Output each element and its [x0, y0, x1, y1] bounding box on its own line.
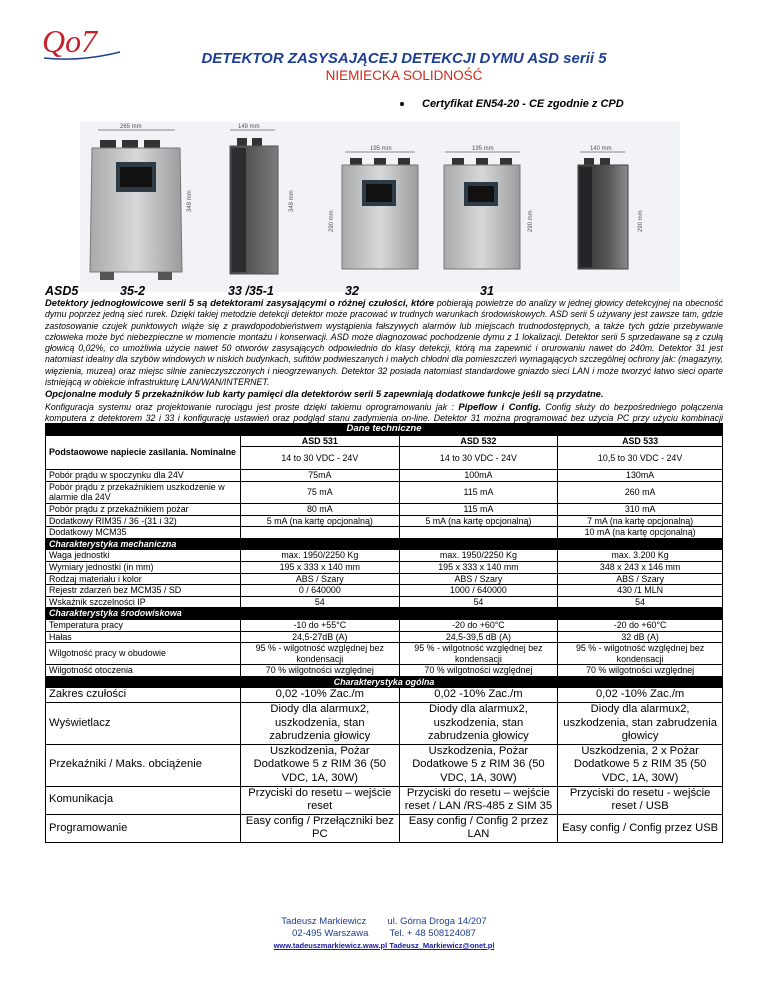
dim-290c: 290 mm	[638, 210, 644, 232]
section-environmental: Charakterystyka środowiskowa	[46, 608, 723, 620]
table-row	[46, 481, 723, 503]
table-cell: Diody dla alarmux2, uszkodzenia, stan zabrudzenia głowicy	[399, 703, 558, 745]
table-row-label: Pobór prądu w spoczynku dla 24V	[46, 470, 241, 482]
table-cell: 0,02 -10% Zac./m	[558, 688, 723, 703]
section-general: Charakterystyka ogólna	[46, 676, 723, 688]
col-header-531: ASD 531	[241, 435, 400, 447]
footer-phone: Tel. + 48 508124087	[389, 928, 476, 939]
table-cell: Diody dla alarmux2, uszkodzenia, stan zabrudzenia głowicy	[241, 703, 400, 745]
table-cell: Uszkodzenia, 2 x Pożar Dodatkowe 5 z RIM 35 (50 VDC, 1A, 30W)	[558, 744, 723, 786]
table-row	[46, 561, 723, 573]
table-cell: -20 do +60°C	[558, 619, 723, 631]
table-cell	[399, 527, 558, 539]
table-cell: 0,02 -10% Zac./m	[399, 688, 558, 703]
caption-32: 32	[345, 284, 359, 298]
table-row-label: Zakres czułości	[46, 688, 241, 703]
table-cell: Przyciski do resetu – wejście reset	[241, 786, 400, 814]
page-title: DETEKTOR ZASYSAJĄCEJ DETEKCJI DYMU ASD serii 5	[201, 50, 607, 67]
table-cell: 0,02 -10% Zac./m	[241, 688, 400, 703]
table-row-label: Temperatura pracy	[46, 619, 241, 631]
table-cell: 75 mA	[241, 481, 400, 503]
table-row-label: Pobór prądu z przekaźnikiem pożar	[46, 503, 241, 515]
dim-290a: 290 mm	[329, 210, 335, 232]
certificate-note	[400, 98, 624, 110]
dim-265: 265 mm	[120, 124, 142, 130]
table-cell: 260 mA	[558, 481, 723, 503]
table-cell: Przyciski do resetu - wejście reset / USB	[558, 786, 723, 814]
table-row	[46, 470, 723, 482]
footer-web-link[interactable]: www.tadeuszmarkiewicz.waw.pl	[273, 941, 388, 950]
table-cell: 80 mA	[241, 503, 400, 515]
table-cell: ABS / Szary	[558, 573, 723, 585]
table-row-label: Wymiary jednostki (in mm)	[46, 561, 241, 573]
table-cell: 24,5-27dB (A)	[241, 631, 400, 643]
col-header-533: ASD 533	[558, 435, 723, 447]
table-cell: 32 dB (A)	[558, 631, 723, 643]
table-row	[46, 503, 723, 515]
table-cell: 130mA	[558, 470, 723, 482]
spec-table	[45, 423, 723, 843]
table-row	[46, 688, 723, 703]
page-subtitle: NIEMIECKA SOLIDNOŚĆ	[325, 68, 483, 83]
table-cell: Easy config / Config przez USB	[558, 814, 723, 842]
footer-name: Tadeusz Markiewicz	[281, 916, 367, 927]
table-cell: -20 do +60°C	[399, 619, 558, 631]
table-row	[46, 550, 723, 562]
dim-348b: 348 mm	[289, 190, 295, 212]
table-cell: 70 % wilgotności względnej	[399, 665, 558, 677]
table-row-label: Rodzaj materiału i kolor	[46, 573, 241, 585]
table-cell: 10 mA (na kartę opcjonalną)	[558, 527, 723, 539]
dim-348a: 348 mm	[187, 190, 193, 212]
table-cell: 0 / 640000	[241, 585, 400, 597]
section-row	[46, 538, 723, 550]
table-row	[46, 744, 723, 786]
table-cell: 115 mA	[399, 481, 558, 503]
table-cell: 95 % - wilgotność względnej bez kondensacji	[241, 643, 400, 665]
table-cell: max. 3.200 Kg	[558, 550, 723, 562]
certificate-text: Certyfikat EN54-20 - CE zgodnie z CPD	[422, 98, 624, 110]
table-title-row	[46, 424, 723, 436]
table-row-label: Dodatkowy MCM35	[46, 527, 241, 539]
section-mechanical: Charakterystyka mechaniczna	[46, 538, 723, 550]
product-photo	[80, 122, 680, 292]
table-header-row	[46, 435, 723, 447]
section-row	[46, 608, 723, 620]
table-row	[46, 515, 723, 527]
table-cell: Przyciski do resetu – wejście reset / LAN /RS-485 z SIM 35	[399, 786, 558, 814]
table-cell: 14 to 30 VDC - 24V	[241, 447, 400, 470]
table-cell: 310 mA	[558, 503, 723, 515]
intro-p1: pobierają powietrze do analizy w jednej głowicy detekcyjnej na obecność dymu poprzez jedną sieć rurek. Dzięki takiej metodzie detekcji detektor może pracować w trudnych warunkach środowiskowych. ASD serii 5 używany jest zawsze tam, gdzie zastosowanie czujek punktowych wiąże się z prawdopodobieństwem wystąpienia fałszywych alarmów lub miejscach trudnodostępnych, a także tych gdzie przebywanie człowieka może być niebezpieczne w momencie montażu i konserwacji. ASD może diagnozować pochodzenie dymu z 1 lokalizacji. Detektor serii 5 sprzedawane są z czułą głowicą 0,02%, co umożliwia użycie nawet 50 otworów zasysających odpowiednio do klasy detekcji, którą ma zapewnić i orurowaniu nawet do 240m. Detektor 31 jest natomiast idealny dla szybów windowych w niskich budynkach, sufitów podwieszanych i małych chłodni dla pomieszczeń wymagających szczególnej ochrony jak: (magazyny, więzienia, muzea) oraz miejsc silnie zanieczyszczonych i nieogrzewanych. Detektor 32 posiada natomiast standardowe gniazdo sieci LAN i może tworzyć łatwo sieci oparte istniejącą w obiekcie infrastrukturę LAN/WAN/INTERNET.	[45, 298, 723, 388]
dim-148: 148 mm	[238, 124, 260, 130]
table-row-label: Hałas	[46, 631, 241, 643]
dim-195b: 195 mm	[472, 146, 494, 152]
caption-31: 31	[480, 284, 494, 298]
table-row-label: Programowanie	[46, 814, 241, 842]
table-row	[46, 643, 723, 665]
table-row-label: Wskaźnik szczelności IP	[46, 596, 241, 608]
table-cell: 24,5-39,5 dB (A)	[399, 631, 558, 643]
section-row	[46, 676, 723, 688]
footer-city: 02-495 Warszawa	[292, 928, 369, 939]
table-row-label: Wyświetlacz	[46, 703, 241, 745]
intro-p2: Opcjonalne moduły 5 przekaźników lub karty pamięci dla detektorów serii 5 zapewniają dodatkowe funkcje jeśli są przydatne.	[45, 388, 604, 400]
table-cell: 1000 / 640000	[399, 585, 558, 597]
table-cell: Easy config / Config 2 przez LAN	[399, 814, 558, 842]
table-row	[46, 573, 723, 585]
dim-195a: 195 mm	[370, 146, 392, 152]
table-cell: 54	[241, 596, 400, 608]
table-cell: 70 % wilgotności względnej	[241, 665, 400, 677]
dim-140: 140 mm	[590, 146, 612, 152]
intro-p3c: Config służy do bezpośredniego połączenia komputera z detektorem 32 i 33 i konfigurację ustawień oraz podgląd stanu zadymienia on-line. Detektor 31 można programować bez użycia PC przy użyciu kombinacji	[45, 401, 723, 423]
caption-35-2: 35-2	[120, 284, 146, 298]
logo-text: Qo7	[42, 23, 98, 59]
table-row	[46, 665, 723, 677]
table-cell: 54	[558, 596, 723, 608]
table-row-label: Rejestr zdarzeń bez MCM35 / SD	[46, 585, 241, 597]
table-row-label: Komunikacja	[46, 786, 241, 814]
intro-paragraph-1	[45, 297, 723, 388]
bullet-icon	[400, 102, 404, 106]
table-cell: Easy config / Przełączniki bez PC	[241, 814, 400, 842]
table-cell: 195 x 333 x 140 mm	[399, 561, 558, 573]
table-row-label: Wilgotność otoczenia	[46, 665, 241, 677]
table-row-label: Waga jednostki	[46, 550, 241, 562]
table-row-label: Przekaźniki / Maks. obciążenie	[46, 744, 241, 786]
table-cell: 10,5 to 30 VDC - 24V	[558, 447, 723, 470]
table-cell: 348 x 243 x 146 mm	[558, 561, 723, 573]
table-row	[46, 814, 723, 842]
table-cell: Uszkodzenia, Pożar Dodatkowe 5 z RIM 36 (50 VDC, 1A, 30W)	[399, 744, 558, 786]
table-cell: ABS / Szary	[241, 573, 400, 585]
table-cell: 95 % - wilgotność względnej bez kondensacji	[399, 643, 558, 665]
table-cell: ABS / Szary	[399, 573, 558, 585]
footer-contact	[0, 916, 768, 952]
table-cell: 95 % - wilgotność względnej bez kondensacji	[558, 643, 723, 665]
intro-p3b: Pipeflow i Config.	[458, 400, 541, 412]
table-cell: 5 mA (na kartę opcjonalną)	[399, 515, 558, 527]
table-cell	[241, 527, 400, 539]
table-cell: 14 to 30 VDC - 24V	[399, 447, 558, 470]
table-cell: 54	[399, 596, 558, 608]
table-cell: 7 mA (na kartę opcjonalną)	[558, 515, 723, 527]
table-cell: Uszkodzenia, Pożar Dodatkowe 5 z RIM 36 (50 VDC, 1A, 30W)	[241, 744, 400, 786]
table-cell: max. 1950/2250 Kg	[399, 550, 558, 562]
table-cell: 195 x 333 x 140 mm	[241, 561, 400, 573]
table-row-label: Podstaowowe napiecie zasilania. Nominalne	[46, 435, 241, 470]
intro-lead-rest: są detektorami zasysającymi o różnej czułości, które	[193, 297, 437, 308]
table-cell: 5 mA (na kartę opcjonalną)	[241, 515, 400, 527]
table-row	[46, 703, 723, 745]
table-cell: 100mA	[399, 470, 558, 482]
dim-290b: 290 mm	[528, 210, 534, 232]
caption-asd5: ASD5	[45, 284, 79, 298]
table-row-label: Dodatkowy RIM35 / 36 -(31 i 32)	[46, 515, 241, 527]
intro-paragraph-2	[45, 388, 723, 400]
col-header-532: ASD 532	[399, 435, 558, 447]
table-row-label: Wilgotność pracy w obudowie	[46, 643, 241, 665]
footer-street: ul. Górna Droga 14/207	[387, 916, 487, 927]
intro-text	[45, 297, 723, 436]
table-row-label: Pobór prądu z przekaźnikiem uszkodzenie w alarmie dla 24V	[46, 481, 241, 503]
table-row	[46, 631, 723, 643]
table-row	[46, 527, 723, 539]
table-cell: 115 mA	[399, 503, 558, 515]
table-row	[46, 619, 723, 631]
table-row	[46, 786, 723, 814]
table-cell: 75mA	[241, 470, 400, 482]
table-cell: max. 1950/2250 Kg	[241, 550, 400, 562]
table-cell: Diody dla alarmux2, uszkodzenia, stan zabrudzenia głowicy	[558, 703, 723, 745]
table-cell: -10 do +55°C	[241, 619, 400, 631]
intro-p3a: Konfiguracja systemu oraz projektowanie rurociągu jest proste dzięki takiemu oprogramowaniu jak :	[45, 401, 459, 412]
caption-33-35-1: 33 /35-1	[228, 284, 274, 298]
table-cell: 430 /1 MLN	[558, 585, 723, 597]
footer-email-link[interactable]: Tadeusz_Markiewicz@onet.pl	[389, 941, 495, 950]
table-cell: 70 % wilgotności względnej	[558, 665, 723, 677]
table-title: Dane techniczne	[46, 424, 723, 436]
table-row	[46, 596, 723, 608]
intro-lead-bold: Detektory jednogłowicowe serii 5	[45, 297, 194, 308]
table-row	[46, 585, 723, 597]
